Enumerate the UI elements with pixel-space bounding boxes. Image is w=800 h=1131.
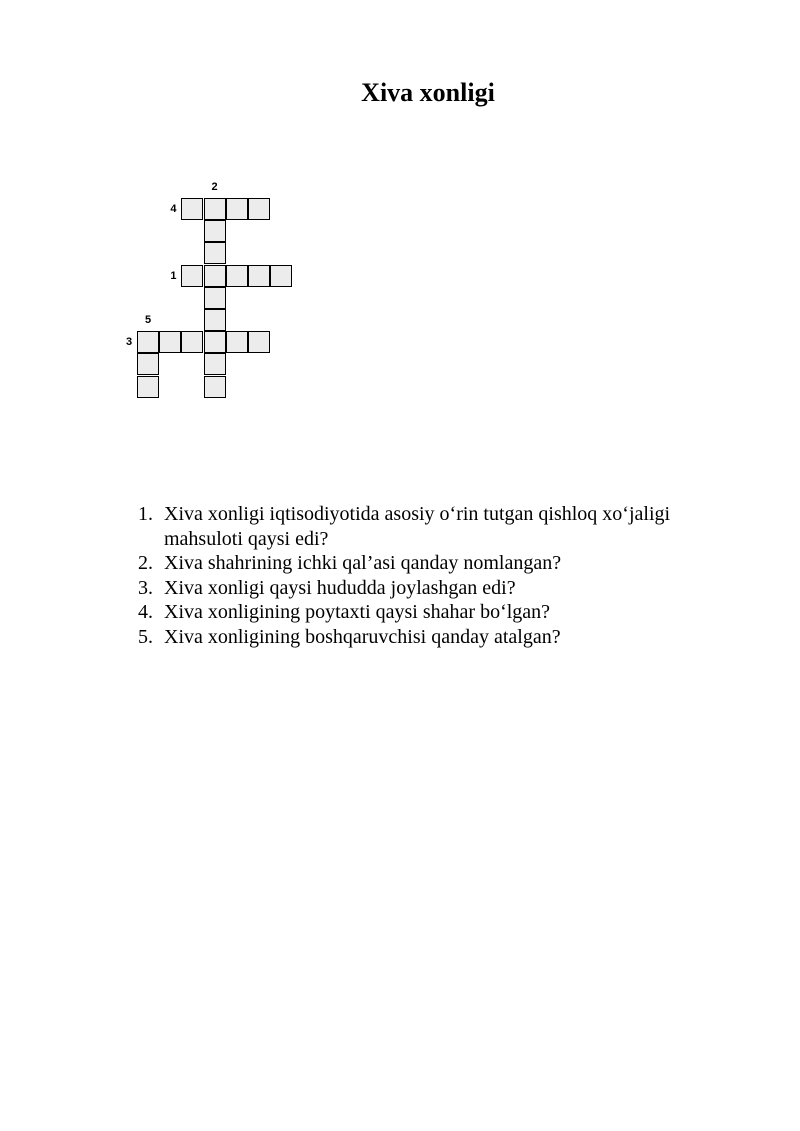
question-text: Xiva xonligining poytaxti qaysi shahar bo‘lgan? xyxy=(164,601,551,623)
crossword-cell xyxy=(137,331,159,353)
crossword-cell xyxy=(204,287,226,309)
crossword-cell xyxy=(137,353,159,375)
question-item xyxy=(138,600,738,625)
crossword-cell xyxy=(270,265,292,287)
crossword-cell xyxy=(248,198,270,220)
question-number: 2. xyxy=(138,552,153,574)
crossword-cell xyxy=(137,376,159,398)
crossword-cell xyxy=(204,331,226,353)
crossword-cell xyxy=(248,265,270,287)
question-text: Xiva xonligi qaysi hududda joylashgan edi? xyxy=(164,576,516,599)
clue-number-1: 1 xyxy=(170,269,177,282)
crossword-cell xyxy=(226,198,248,220)
question-text: Xiva xonligi iqtisodiyotida asosiy o‘rin tutgan qishloq xo‘jaligi mahsuloti qaysi edi? xyxy=(164,503,671,550)
clue-number-5: 5 xyxy=(144,314,152,327)
question-text: Xiva shahrining ichki qal’asi qanday nomlangan? xyxy=(164,552,562,574)
question-list xyxy=(138,502,738,649)
clue-number-3: 3 xyxy=(125,336,133,349)
crossword-cell xyxy=(204,309,226,331)
crossword-cell xyxy=(226,265,248,287)
page-title: Xiva xonligi xyxy=(361,78,495,107)
question-item xyxy=(138,502,738,551)
crossword-cell xyxy=(159,331,181,353)
question-number: 4. xyxy=(138,601,153,623)
crossword-cell xyxy=(248,331,270,353)
crossword-cell xyxy=(204,353,226,375)
crossword-grid xyxy=(0,0,800,460)
crossword-cell xyxy=(204,376,226,398)
question-item xyxy=(138,625,738,650)
crossword-cell xyxy=(204,220,226,242)
question-number: 1. xyxy=(138,503,153,525)
crossword-cell xyxy=(181,265,203,287)
crossword-cell xyxy=(204,265,226,287)
crossword-cell xyxy=(181,198,203,220)
crossword-cell xyxy=(204,242,226,264)
question-number: 5. xyxy=(138,625,153,648)
question-number: 3. xyxy=(138,576,153,599)
crossword-cell xyxy=(181,331,203,353)
question-text: Xiva xonligining boshqaruvchisi qanday atalgan? xyxy=(164,625,561,648)
clue-number-4: 4 xyxy=(170,203,177,215)
clue-number-2: 2 xyxy=(211,181,218,193)
crossword-cell xyxy=(204,198,226,220)
question-item xyxy=(138,551,738,576)
question-item xyxy=(138,576,738,601)
crossword-cell xyxy=(226,331,248,353)
